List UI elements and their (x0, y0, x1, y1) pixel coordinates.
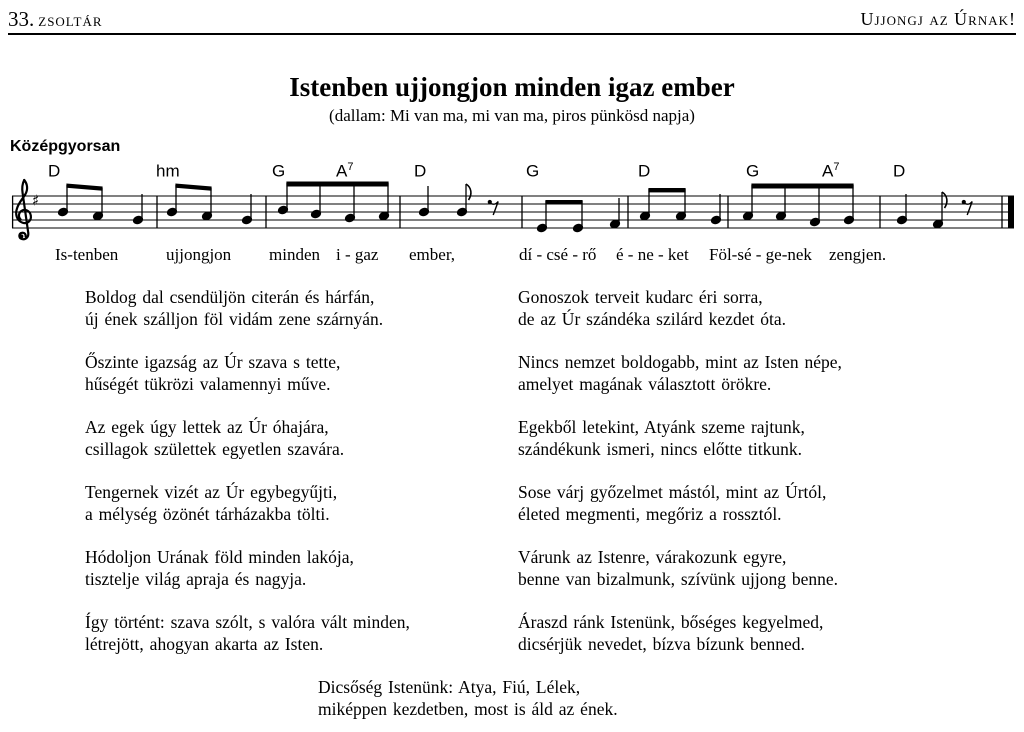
chord-label: G (526, 161, 540, 181)
lyric-syllable: ember, (409, 245, 456, 264)
chord-label: $A^7$ (336, 161, 354, 181)
chord-label: G (272, 161, 286, 181)
verse-line: Őszinte igazság az Úr szava s tette, (85, 352, 341, 372)
verse-stanza (518, 351, 994, 395)
verse-line: Egekből letekint, Atyánk szeme rajtunk, (518, 417, 805, 437)
lyric-syllable: é - ne - ket (616, 245, 689, 264)
verse-line: új ének szálljon föl vidám zene szárnyán. (85, 309, 384, 329)
running-head-left (8, 7, 103, 32)
verse-line: létrejött, ahogyan akarta az Isten. (85, 634, 324, 654)
verse-line: Boldog dal csendüljön citerán és hárfán, (85, 287, 375, 307)
verse-stanza (85, 611, 518, 655)
verse-stanza (85, 416, 518, 460)
header-rule (8, 33, 1016, 35)
verse-stanza (85, 286, 518, 330)
verse-line: Áraszd ránk Istenünk, bőséges kegyelmed, (518, 612, 824, 632)
key-signature-sharp: ♯ (32, 191, 40, 210)
measure-3-notes (278, 182, 390, 223)
hymnal-motto: Ujjongj az Úrnak! (860, 9, 1016, 29)
verse-stanza (518, 286, 994, 330)
verse-line: dicsérjük nevedet, bízva bízunk benned. (518, 634, 805, 654)
verse-stanza (85, 481, 518, 525)
score-block (0, 135, 1024, 275)
tempo-marking: Középgyorsan (10, 138, 121, 155)
verses-grid (85, 286, 994, 720)
chord-label: D (414, 161, 427, 181)
psalm-label: zsoltár (38, 10, 103, 30)
verse-line: Várunk az Istenre, várakozunk egyre, (518, 547, 787, 567)
staff-svg (0, 160, 1024, 252)
melody-reference: (dallam: Mi van ma, mi van ma, piros pünkösd napja) (329, 106, 695, 125)
eighth-rest-icon (488, 200, 499, 215)
verse-line: tisztelje világ apraja és nagyja. (85, 569, 307, 589)
eighth-rest-icon (962, 200, 973, 215)
chord-label: $A^7$ (822, 161, 840, 181)
lyric-syllable: dí - csé - rő (519, 245, 597, 264)
final-barline (1008, 196, 1014, 229)
verse-line: életed megmenti, megőriz a rossztól. (518, 504, 782, 524)
psalm-number: 33. (8, 7, 35, 31)
verse-stanza (85, 546, 518, 590)
chord-label: G (746, 161, 760, 181)
lyric-syllable: minden (269, 245, 320, 264)
measure-8-notes (897, 192, 947, 229)
verse-line: Gonoszok terveit kudarc éri sorra, (518, 287, 763, 307)
verse-line: Hódoljon Urának föld minden lakója, (85, 547, 354, 567)
verse-stanza (518, 481, 994, 525)
verse-line: de az Úr szándéka szilárd kezdet óta. (518, 309, 786, 329)
verse-line: a mélység özönét tárházakba tölti. (85, 504, 330, 524)
lyrics-row (0, 245, 1024, 269)
clef-terminal-dot (19, 234, 23, 238)
verse-line: Tengernek vizét az Úr egybegyűjti, (85, 482, 338, 502)
chord-label: D (893, 161, 906, 181)
chord-label: hm (156, 161, 180, 181)
verse-stanza (85, 351, 518, 395)
lyric-syllable: i - gaz (336, 245, 379, 264)
verse-stanza (518, 611, 994, 655)
verse-line: Nincs nemzet boldogabb, mint az Isten népe, (518, 352, 842, 372)
lyric-syllable: Föl-sé - ge-nek (709, 245, 812, 264)
verse-line: szándékunk ismeri, nincs előtte titkunk. (518, 439, 803, 459)
verse-line: miképpen kezdetben, most is áld az ének. (318, 699, 618, 719)
lyric-syllable: Is-tenben (55, 245, 119, 264)
verse-line: Sose várj győzelmet mástól, mint az Úrtól, (518, 482, 827, 502)
doxology (318, 676, 994, 720)
lyric-syllable: ujjongjon (166, 245, 232, 264)
lyric-syllable: zengjen. (829, 245, 887, 264)
song-title: Istenben ujjongjon minden igaz ember (289, 72, 735, 102)
chord-label: D (638, 161, 651, 181)
treble-clef-icon (16, 180, 31, 239)
verse-stanza (518, 546, 994, 590)
staff-lines (12, 196, 1014, 228)
verse-line: Dicsőség Istenünk: Atya, Fiú, Lélek, (318, 677, 581, 697)
verse-stanza (518, 416, 994, 460)
verse-line: benne van bizalmunk, szívünk ujjong benne. (518, 569, 838, 589)
verse-line: Az egek úgy lettek az Úr óhajára, (85, 417, 329, 437)
chord-label: D (48, 161, 61, 181)
verse-line: amelyet magának választott örökre. (518, 374, 772, 394)
verse-line: csillagok születtek egyetlen szavára. (85, 439, 345, 459)
verse-line: hűségét tükrözi valamennyi műve. (85, 374, 331, 394)
measure-6-notes (640, 188, 722, 225)
verse-line: Így történt: szava szólt, s valóra vált minden, (85, 612, 410, 632)
